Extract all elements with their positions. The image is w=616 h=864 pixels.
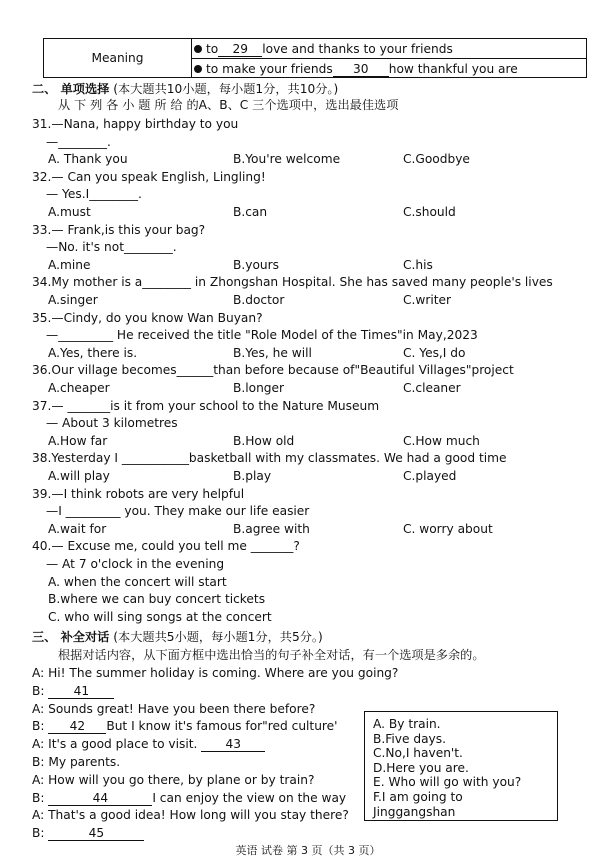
dialogue-text: Hi! The summer holiday is coming. Where are you going?: [48, 666, 399, 680]
dialogue-line: [32, 754, 120, 770]
dialogue-line: [32, 772, 314, 788]
blank-42[interactable]: 42: [48, 719, 106, 734]
question-35-option[interactable]: B.Yes, he will: [233, 345, 312, 360]
speaker-label: A:: [32, 666, 49, 680]
question-35-option[interactable]: A.Yes, there is.: [48, 345, 138, 360]
question-39-line: 39.—I think robots are very helpful: [32, 486, 245, 501]
dialogue-text: But I know it's famous for"red culture': [106, 719, 338, 734]
dialogue-line: [32, 807, 349, 823]
bullet-icon: [194, 45, 202, 53]
question-33-option[interactable]: C.his: [403, 257, 433, 272]
question-32-line: — Yes.I________.: [46, 187, 142, 202]
dialogue-text: My parents.: [48, 755, 121, 769]
question-32-option[interactable]: B.can: [233, 205, 268, 219]
blank-43[interactable]: 43: [201, 737, 265, 752]
question-40-option[interactable]: A. when the concert will start: [48, 574, 227, 589]
dialogue-line: [32, 701, 315, 717]
question-37-option[interactable]: A.How far: [48, 433, 108, 448]
question-39-line: —I _________ you. They make our life easier: [46, 504, 310, 519]
meaning-table: [43, 38, 587, 78]
section2-note: (本大题共10小题，每小题1分，共10分。): [113, 82, 339, 96]
blank-44[interactable]: 44: [48, 791, 152, 806]
question-34-line: 34.My mother is a________ in Zhongshan Hospital. She has saved many people's lives: [32, 275, 553, 290]
question-36-option[interactable]: B.longer: [233, 381, 285, 395]
page-footer: 英语 试卷 第 3 页（共 3 页）: [235, 844, 381, 857]
question-35-option[interactable]: C. Yes,I do: [403, 345, 466, 360]
blank-29: 29: [218, 42, 262, 57]
meaning-row-2: to make your friends 30 how thankful you are: [194, 61, 518, 77]
option-box-item: B.Five days.: [373, 731, 446, 746]
question-37-option[interactable]: B.How old: [233, 433, 295, 448]
option-box: [364, 711, 558, 821]
question-31-option[interactable]: A. Thank you: [48, 152, 128, 167]
option-box-item: F.I am going to: [373, 790, 463, 804]
question-33-option[interactable]: A.mine: [48, 257, 91, 272]
meaning-label: Meaning: [44, 39, 192, 77]
blank-30: 30: [333, 62, 389, 77]
option-box-item: D.Here you are.: [373, 760, 469, 775]
question-39-option[interactable]: B.agree with: [233, 521, 310, 536]
meaning-row-1: to 29 love and thanks to your friends: [194, 41, 453, 57]
question-40-line: — At 7 o'clock in the evening: [46, 557, 225, 571]
speaker-label: B:: [32, 790, 49, 805]
speaker-label: B:: [32, 719, 49, 734]
question-37-line: 37.— _______is it from your school to the Nature Museum: [32, 398, 380, 413]
question-32-option[interactable]: A.must: [48, 205, 91, 219]
section3-title: 三、 补全对话: [32, 630, 110, 644]
speaker-label: A:: [32, 808, 49, 823]
section3-note: (本大题共5小题，每小题1分，共5分。): [113, 630, 323, 644]
section2-header: [32, 81, 338, 97]
dialogue-text: I can enjoy the view on the way: [152, 790, 347, 805]
question-31-line: —________.: [46, 134, 111, 149]
section2-instruction: 从 下 列 各 小 题 所 给 的A、B、C 三个选项中，选出最佳选项: [58, 98, 399, 112]
section3-header: [32, 629, 323, 645]
question-31-line: 31.—Nana, happy birthday to you: [32, 117, 239, 131]
question-37-line: — About 3 kilometres: [46, 416, 178, 431]
speaker-label: A:: [32, 772, 49, 787]
question-38-option[interactable]: A.will play: [48, 469, 110, 483]
option-box-item: C.No,I haven't.: [373, 746, 463, 761]
dialogue-text: How will you go there, by plane or by train?: [48, 772, 315, 787]
question-33-line: 33.— Frank,is this your bag?: [32, 222, 206, 237]
speaker-label: B:: [32, 683, 49, 698]
speaker-label: A:: [32, 737, 49, 752]
question-40-option[interactable]: C. who will sing songs at the concert: [48, 609, 272, 624]
dialogue-line: [32, 790, 346, 806]
question-40-option[interactable]: B.where we can buy concert tickets: [48, 592, 266, 607]
dialogue-line: [32, 665, 398, 681]
option-box-item: E. Who will go with you?: [373, 775, 522, 790]
section3-instruction: 根据对话内容，从下面方框中选出恰当的句子补全对话，有一个选项是多余的。: [58, 648, 485, 662]
dialogue-text: It's a good place to visit.: [48, 737, 202, 752]
option-box-item: Jinggangshan: [373, 804, 456, 819]
question-39-option[interactable]: A.wait for: [48, 521, 107, 536]
blank-45[interactable]: 45: [48, 826, 144, 841]
dialogue-text: Sounds great! Have you been there before?: [48, 701, 316, 716]
question-35-line: 35.—Cindy, do you know Wan Buyan?: [32, 310, 263, 325]
question-32-option[interactable]: C.should: [403, 205, 456, 219]
question-33-line: —No. it's not________.: [46, 240, 177, 255]
question-32-line: 32.— Can you speak English, Lingling!: [32, 169, 266, 184]
question-36-option[interactable]: A.cheaper: [48, 381, 110, 395]
bullet-icon: [194, 65, 202, 73]
question-38-option[interactable]: B.play: [233, 469, 272, 483]
dialogue-line: [32, 718, 338, 734]
question-31-option[interactable]: B.You're welcome: [233, 152, 341, 167]
question-34-option[interactable]: A.singer: [48, 293, 98, 307]
question-36-option[interactable]: C.cleaner: [403, 381, 461, 395]
question-34-option[interactable]: B.doctor: [233, 293, 285, 307]
question-33-option[interactable]: B.yours: [233, 257, 279, 272]
section2-title: 二、 单项选择: [32, 82, 110, 96]
question-36-line: 36.Our village becomes______than before because of"Beautiful Villages"project: [32, 363, 514, 378]
speaker-label: B:: [32, 826, 49, 841]
speaker-label: B:: [32, 755, 49, 769]
question-38-option[interactable]: C.played: [403, 469, 457, 483]
question-31-option[interactable]: C.Goodbye: [403, 152, 470, 167]
question-34-option[interactable]: C.writer: [403, 293, 452, 307]
question-37-option[interactable]: C.How much: [403, 433, 480, 448]
dialogue-line: [32, 683, 114, 699]
dialogue-text: That's a good idea! How long will you stay there?: [48, 808, 349, 823]
option-box-item: A. By train.: [373, 717, 441, 731]
blank-41[interactable]: 41: [48, 684, 114, 699]
dialogue-line: [32, 736, 265, 752]
question-38-line: 38.Yesterday I ___________basketball with my classmates. We had a good time: [32, 451, 507, 466]
speaker-label: A:: [32, 701, 49, 716]
dialogue-line: [32, 825, 144, 841]
question-39-option[interactable]: C. worry about: [403, 521, 493, 536]
question-35-line: —_________ He received the title "Role Model of the Times"in May,2023: [46, 328, 478, 343]
question-40-line: 40.— Excuse me, could you tell me _______?: [32, 539, 300, 554]
